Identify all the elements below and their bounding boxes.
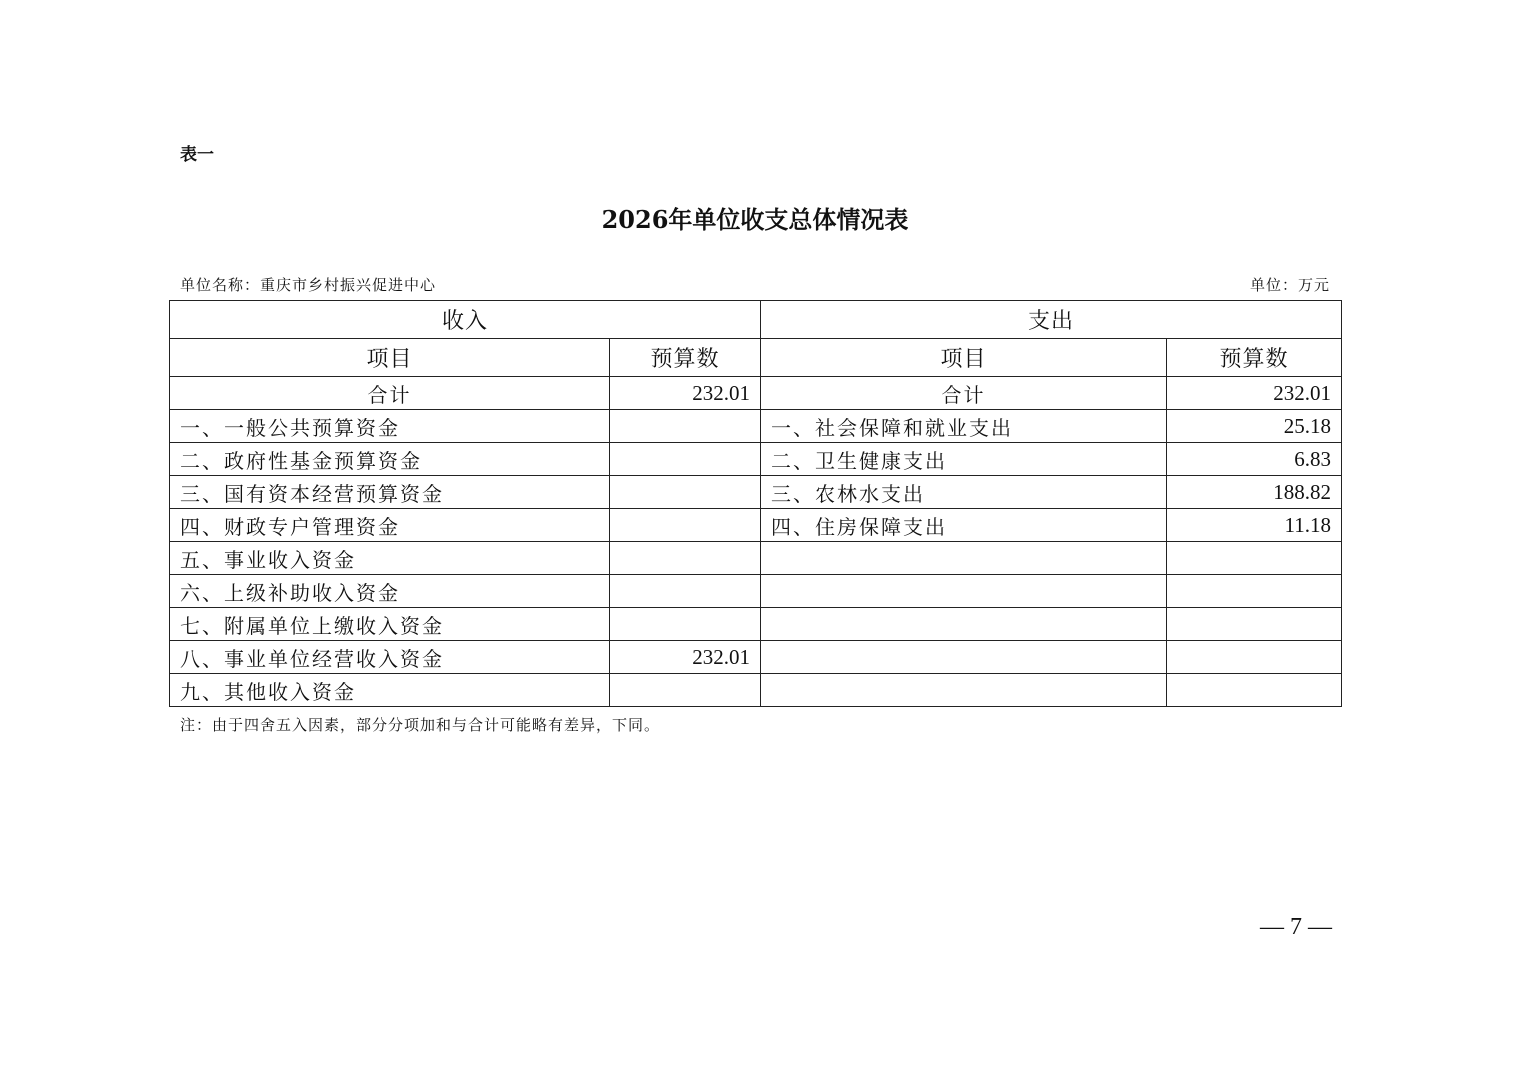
expense-value (1167, 608, 1342, 641)
expense-item (761, 608, 1167, 641)
expense-header: 支出 (761, 301, 1342, 339)
income-header: 收入 (170, 301, 761, 339)
income-budget-header: 预算数 (610, 339, 761, 377)
income-value (610, 608, 761, 641)
income-item: 三、国有资本经营预算资金 (170, 476, 610, 509)
income-value (610, 443, 761, 476)
expense-budget-header: 预算数 (1167, 339, 1342, 377)
table-row (170, 443, 1342, 476)
expense-value: 11.18 (1167, 509, 1342, 542)
budget-table (169, 300, 1342, 707)
expense-item (761, 641, 1167, 674)
income-value: 232.01 (610, 641, 761, 674)
expense-item: 三、农林水支出 (761, 476, 1167, 509)
income-item: 二、政府性基金预算资金 (170, 443, 610, 476)
income-item: 七、附属单位上缴收入资金 (170, 608, 610, 641)
expense-value: 6.83 (1167, 443, 1342, 476)
income-item: 四、财政专户管理资金 (170, 509, 610, 542)
page-number: — 7 — (1260, 914, 1332, 940)
table-label: 表一 (180, 145, 214, 165)
table-row (170, 641, 1342, 674)
expense-item: 四、住房保障支出 (761, 509, 1167, 542)
table-row (170, 575, 1342, 608)
page-title: 2026年单位收支总体情况表 (601, 205, 909, 234)
table-row (170, 608, 1342, 641)
income-value (610, 410, 761, 443)
total-row (170, 377, 1342, 410)
expense-value (1167, 674, 1342, 707)
table-row (170, 476, 1342, 509)
expense-item-header: 项目 (761, 339, 1167, 377)
income-item: 九、其他收入资金 (170, 674, 610, 707)
expense-item (761, 674, 1167, 707)
section-header-row (170, 301, 1342, 339)
expense-total-label: 合计 (761, 377, 1167, 410)
expense-item: 二、卫生健康支出 (761, 443, 1167, 476)
table-row (170, 509, 1342, 542)
expense-value (1167, 641, 1342, 674)
column-header-row (170, 339, 1342, 377)
income-value (610, 575, 761, 608)
expense-value (1167, 575, 1342, 608)
table-row (170, 542, 1342, 575)
table-row (170, 674, 1342, 707)
income-item: 一、一般公共预算资金 (170, 410, 610, 443)
income-total-value: 232.01 (610, 377, 761, 410)
income-value (610, 509, 761, 542)
income-item: 八、事业单位经营收入资金 (170, 641, 610, 674)
income-item: 六、上级补助收入资金 (170, 575, 610, 608)
expense-item: 一、社会保障和就业支出 (761, 410, 1167, 443)
income-total-label: 合计 (170, 377, 610, 410)
income-value (610, 476, 761, 509)
unit-label: 单位：万元 (1249, 276, 1330, 294)
income-item: 五、事业收入资金 (170, 542, 610, 575)
expense-item (761, 575, 1167, 608)
expense-item (761, 542, 1167, 575)
unit-name: 单位名称：重庆市乡村振兴促进中心 (180, 276, 437, 294)
income-value (610, 674, 761, 707)
expense-value: 25.18 (1167, 410, 1342, 443)
footnote: 注：由于四舍五入因素，部分分项加和与合计可能略有差异，下同。 (180, 716, 661, 734)
expense-value: 188.82 (1167, 476, 1342, 509)
income-item-header: 项目 (170, 339, 610, 377)
income-value (610, 542, 761, 575)
expense-value (1167, 542, 1342, 575)
table-row (170, 410, 1342, 443)
expense-total-value: 232.01 (1167, 377, 1342, 410)
